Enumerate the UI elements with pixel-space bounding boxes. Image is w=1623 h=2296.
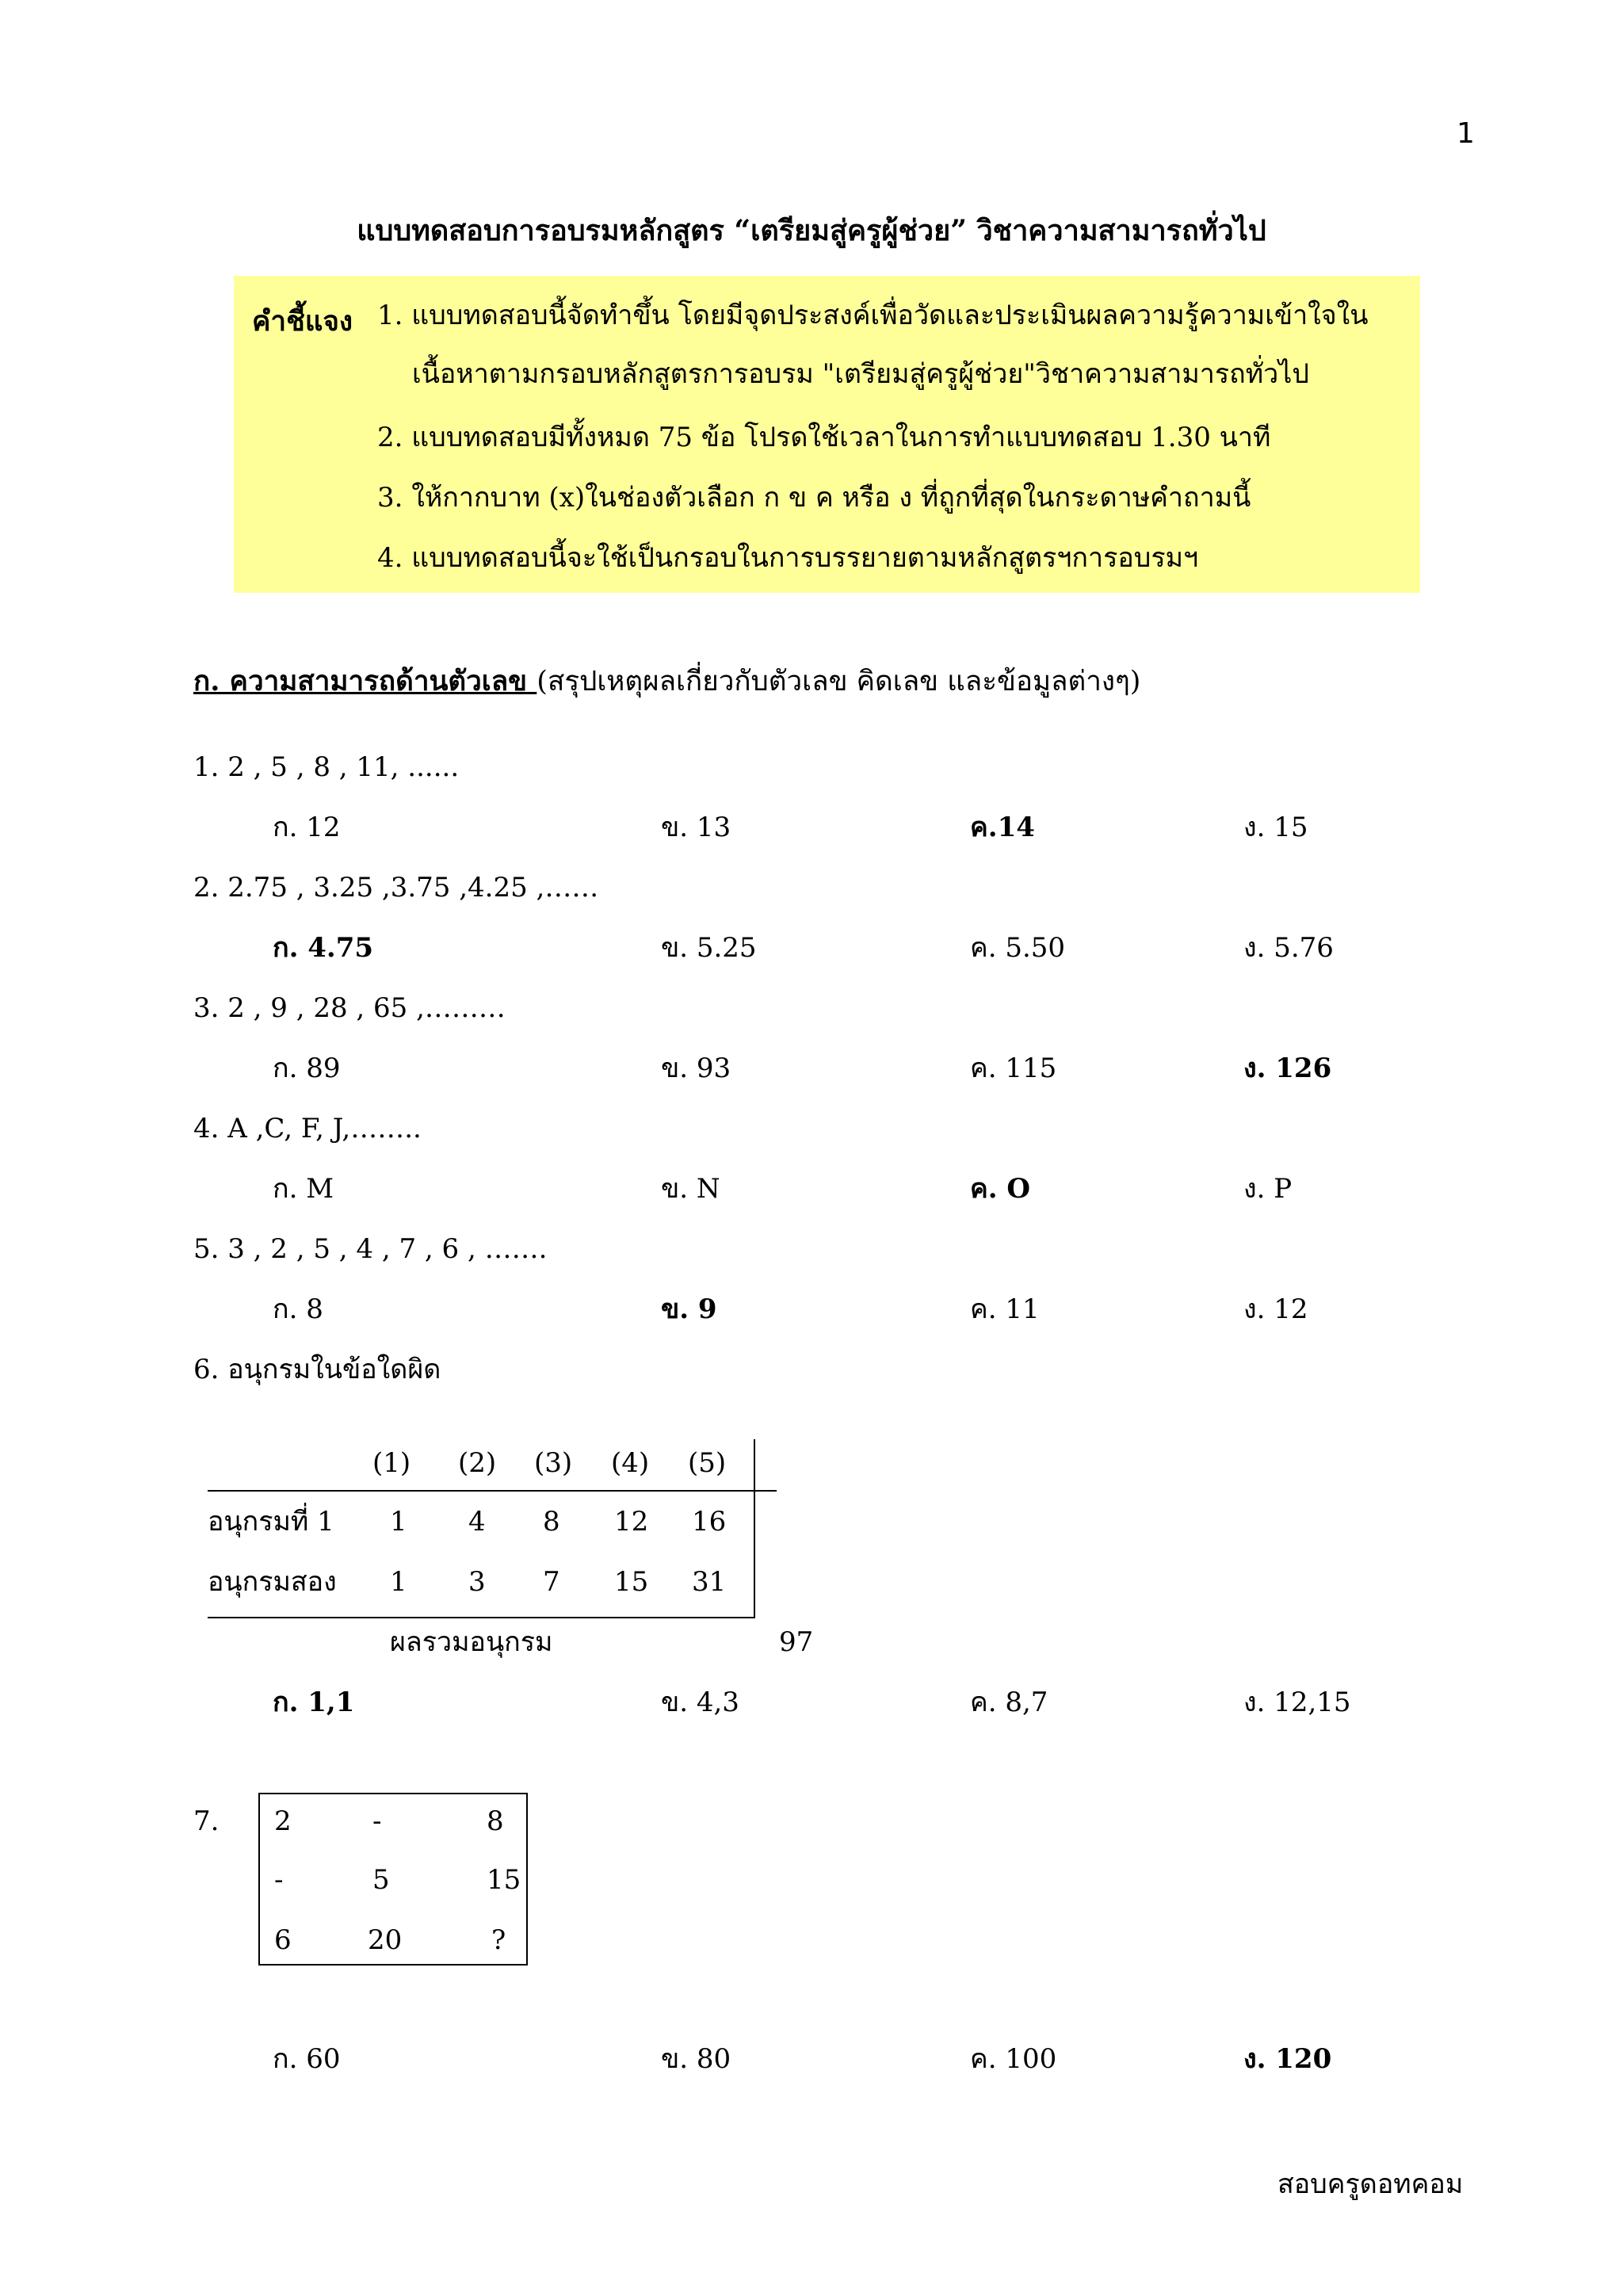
- question-2-option-d[interactable]: ง. 5.76: [1243, 932, 1334, 964]
- question-7-option-a[interactable]: ก. 60: [273, 2043, 341, 2075]
- question-5-option-a[interactable]: ก. 8: [273, 1293, 323, 1325]
- question-3-option-b[interactable]: ข. 93: [661, 1052, 731, 1084]
- instruction-line-1: 1. แบบทดสอบนี้จัดทำขึ้น โดยมีจุดประสงค์เพื่อวัดและประเมินผลความรู้ความเข้าใจใน: [377, 300, 1369, 331]
- page-number: 1: [1457, 117, 1475, 150]
- document-title: แบบทดสอบการอบรมหลักสูตร “เตรียมสู่ครูผู้ช่วย” วิชาความสามารถทั่วไป: [357, 214, 1266, 247]
- question-3-option-d[interactable]: ง. 126: [1243, 1052, 1332, 1084]
- question-6-option-c[interactable]: ค. 8,7: [970, 1687, 1048, 1718]
- table-row-1-cell-2: 4: [468, 1506, 486, 1538]
- question-2-option-b[interactable]: ข. 5.25: [661, 932, 757, 964]
- table-row-2-cell-5: 31: [692, 1566, 727, 1598]
- question-4-option-b[interactable]: ข. N: [661, 1173, 720, 1205]
- table-header-3: (3): [534, 1447, 573, 1479]
- table-row-1-cell-4: 12: [614, 1506, 649, 1538]
- table-header-4: (4): [611, 1447, 650, 1479]
- instructions-label: คำชี้แจง: [252, 305, 353, 338]
- table-row-2-cell-4: 15: [614, 1566, 649, 1598]
- section-subtitle: (สรุปเหตุผลเกี่ยวกับตัวเลข คิดเลข และข้อมูลต่างๆ): [537, 666, 1141, 697]
- grid-cell-2-1: -: [274, 1864, 284, 1896]
- question-6-option-a[interactable]: ก. 1,1: [273, 1687, 355, 1718]
- grid-cell-3-3: ?: [491, 1924, 506, 1956]
- table-top-rule: [208, 1490, 777, 1492]
- instruction-line-1-cont: เนื้อหาตามกรอบหลักสูตรการอบรม "เตรียมสู่ครูผู้ช่วย"วิชาความสามารถทั่วไป: [412, 358, 1309, 390]
- question-7-option-c[interactable]: ค. 100: [970, 2043, 1057, 2075]
- grid-cell-1-2: -: [372, 1805, 382, 1837]
- section-heading: [193, 659, 1140, 703]
- table-row-1-label: อนุกรมที่ 1: [208, 1506, 334, 1538]
- table-row-2-cell-3: 7: [543, 1566, 560, 1598]
- table-sum-value: 97: [779, 1626, 814, 1658]
- question-1-option-c[interactable]: ค.14: [970, 812, 1035, 843]
- table-header-1: (1): [372, 1447, 411, 1479]
- question-4-option-a[interactable]: ก. M: [273, 1173, 334, 1205]
- table-header-5: (5): [688, 1447, 727, 1479]
- question-4-text: 4. A ,C, F, J,……..: [193, 1113, 422, 1144]
- question-3-option-c[interactable]: ค. 115: [970, 1052, 1057, 1084]
- table-row-1-cell-3: 8: [543, 1506, 560, 1538]
- question-3-option-a[interactable]: ก. 89: [273, 1052, 341, 1084]
- grid-cell-2-2: 5: [372, 1864, 390, 1896]
- table-row-2-cell-2: 3: [468, 1566, 486, 1598]
- question-5-text: 5. 3 , 2 , 5 , 4 , 7 , 6 , …….: [193, 1233, 548, 1265]
- question-4-option-c[interactable]: ค. O: [970, 1173, 1031, 1205]
- question-7-option-d[interactable]: ง. 120: [1243, 2043, 1332, 2075]
- question-1-option-d[interactable]: ง. 15: [1243, 812, 1308, 843]
- question-5-option-c[interactable]: ค. 11: [970, 1293, 1040, 1325]
- grid-cell-3-2: 20: [368, 1924, 403, 1956]
- table-row-1-cell-1: 1: [390, 1506, 407, 1538]
- question-6-text: 6. อนุกรมในข้อใดผิด: [193, 1354, 441, 1385]
- table-right-rule: [754, 1439, 755, 1618]
- grid-cell-2-3: 15: [487, 1864, 521, 1896]
- question-2-option-a[interactable]: ก. 4.75: [273, 932, 374, 964]
- question-1-option-a[interactable]: ก. 12: [273, 812, 341, 843]
- section-title: ก. ความสามารถด้านตัวเลข: [193, 665, 537, 697]
- question-7-option-b[interactable]: ข. 80: [661, 2043, 731, 2075]
- footer-site-name: สอบครูดอทคอม: [1277, 2168, 1464, 2200]
- table-sum-label: ผลรวมอนุกรม: [390, 1626, 553, 1658]
- table-row-2-label: อนุกรมสอง: [208, 1566, 337, 1598]
- table-header-2: (2): [458, 1447, 497, 1479]
- question-2-text: 2. 2.75 , 3.25 ,3.75 ,4.25 ,……: [193, 872, 599, 904]
- question-6-option-d[interactable]: ง. 12,15: [1243, 1687, 1351, 1718]
- question-4-option-d[interactable]: ง. P: [1243, 1173, 1293, 1205]
- question-5-option-b[interactable]: ข. 9: [661, 1293, 717, 1325]
- question-7-number: 7.: [193, 1805, 220, 1837]
- question-1-text: 1. 2 , 5 , 8 , 11, ......: [193, 751, 460, 783]
- grid-cell-1-1: 2: [274, 1805, 292, 1837]
- instruction-line-3: 3. ให้กากบาท (x)ในช่องตัวเลือก ก ข ค หรือ ง ที่ถูกที่สุดในกระดาษคำถามนี้: [377, 482, 1251, 514]
- grid-cell-1-3: 8: [487, 1805, 504, 1837]
- instruction-line-2: 2. แบบทดสอบมีทั้งหมด 75 ข้อ โปรดใช้เวลาในการทำแบบทดสอบ 1.30 นาที: [377, 422, 1271, 453]
- question-2-option-c[interactable]: ค. 5.50: [970, 932, 1066, 964]
- question-1-option-b[interactable]: ข. 13: [661, 812, 731, 843]
- instruction-line-4: 4. แบบทดสอบนี้จะใช้เป็นกรอบในการบรรยายตามหลักสูตรฯการอบรมฯ: [377, 542, 1199, 574]
- grid-cell-3-1: 6: [274, 1924, 292, 1956]
- question-3-text: 3. 2 , 9 , 28 , 65 ,………: [193, 992, 506, 1024]
- table-row-2-cell-1: 1: [390, 1566, 407, 1598]
- question-5-option-d[interactable]: ง. 12: [1243, 1293, 1308, 1325]
- question-6-option-b[interactable]: ข. 4,3: [661, 1687, 739, 1718]
- table-bottom-rule: [208, 1617, 754, 1618]
- table-row-1-cell-5: 16: [692, 1506, 727, 1538]
